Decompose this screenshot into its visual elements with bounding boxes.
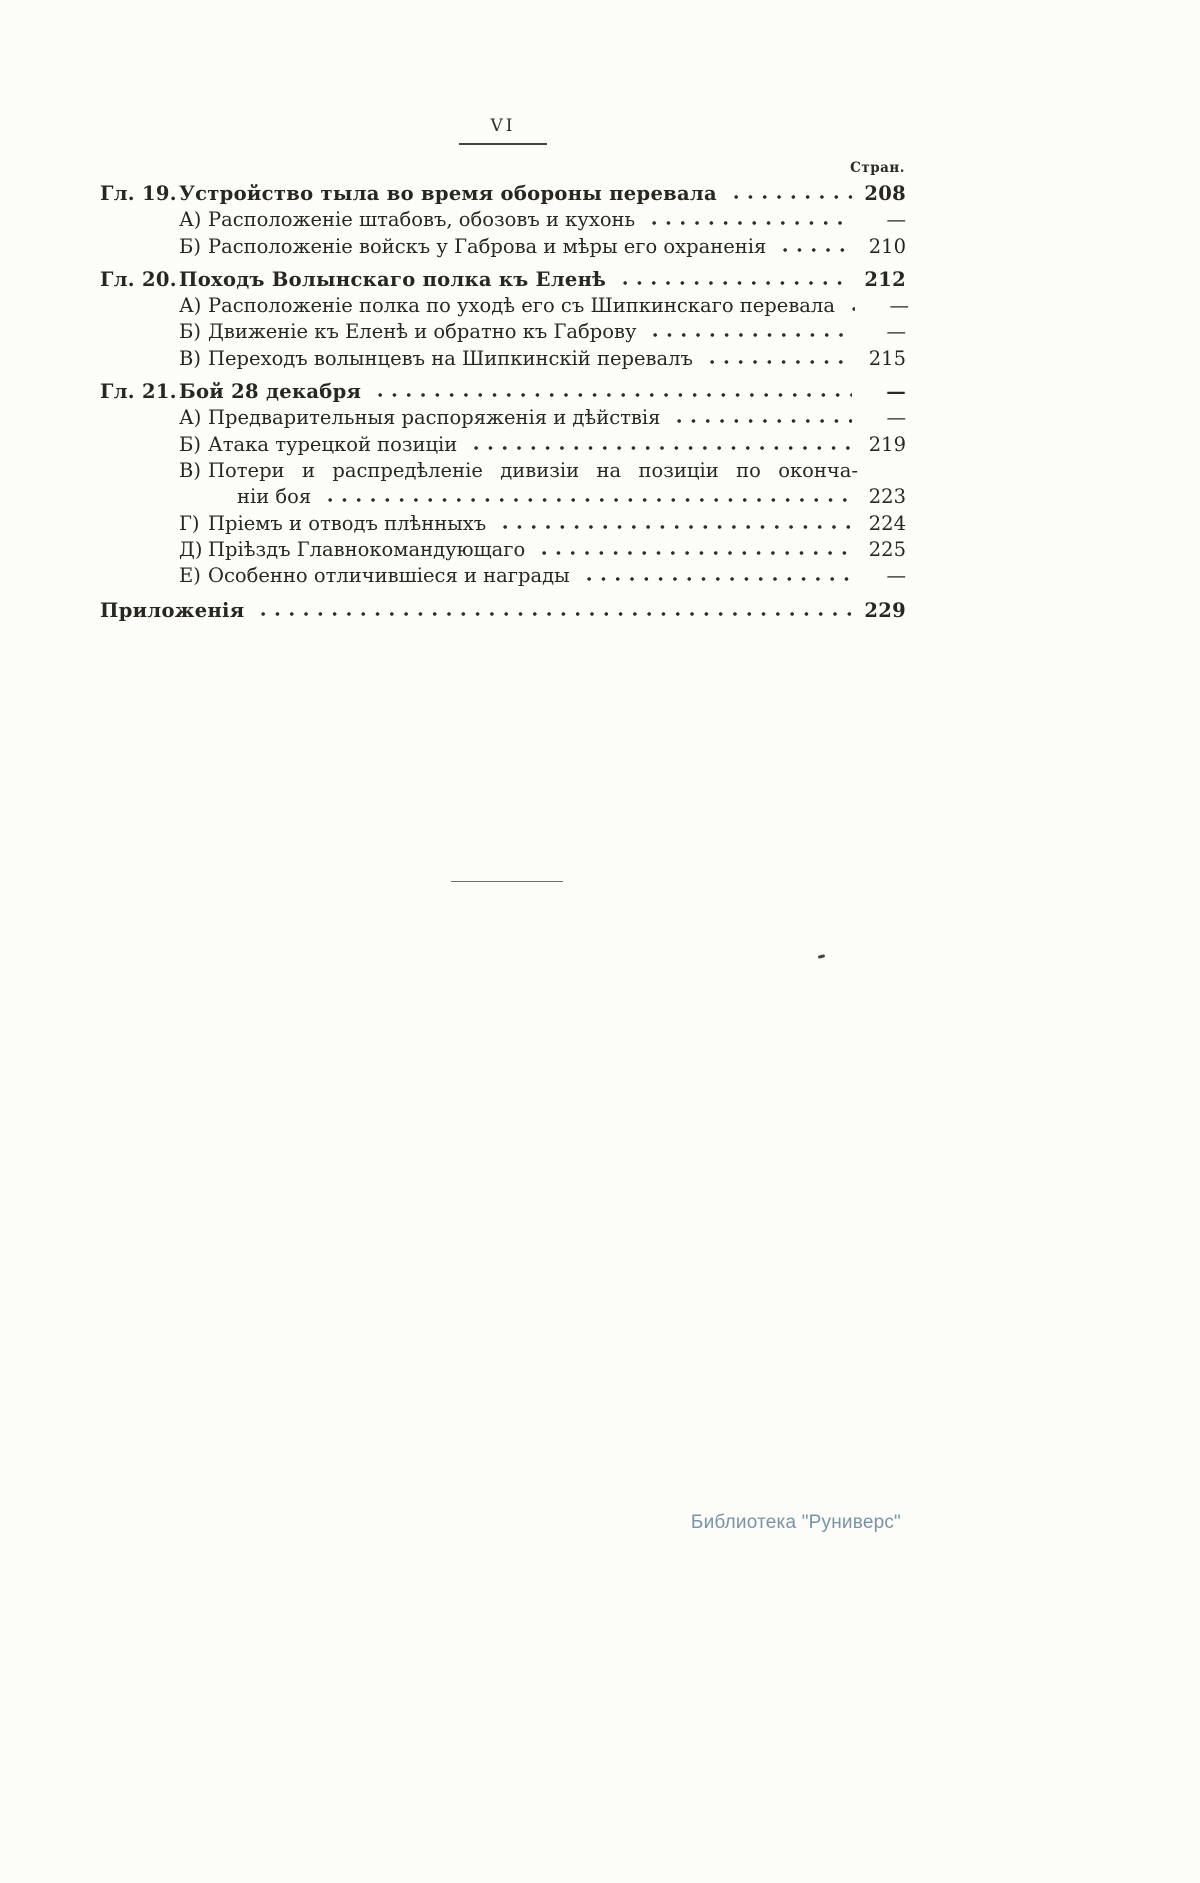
entry-page: 224 xyxy=(868,511,906,535)
entry-title: Переходъ волынцевъ на Шипкинскій перевалъ xyxy=(208,346,693,370)
dot-leader xyxy=(535,550,852,556)
entry-page: — xyxy=(886,208,906,232)
toc-entry-continuation xyxy=(100,484,906,510)
dot-leader xyxy=(580,576,852,582)
dot-leader xyxy=(371,392,852,398)
library-watermark: Библиотека "Руниверс" xyxy=(690,1512,901,1533)
page-folio: VI xyxy=(490,116,516,136)
entry-title: ніи боя xyxy=(237,485,312,509)
toc-entry xyxy=(100,234,906,260)
dot-leader xyxy=(467,445,852,451)
entry-page: — xyxy=(886,380,906,404)
scan-artifact xyxy=(818,954,826,959)
item-letter: А) xyxy=(179,208,202,232)
table-of-contents xyxy=(100,181,909,625)
entry-page: 219 xyxy=(868,432,906,456)
entry-title: Особенно отличившіеся и награды xyxy=(208,564,570,588)
entry-page: — xyxy=(889,294,909,318)
entry-title: Потери и распредѣленіе дивизіи на позиціи по оконча- xyxy=(208,458,858,482)
dot-leader xyxy=(703,359,852,365)
toc-entry xyxy=(100,458,906,484)
entry-title: Устройство тыла во время обороны перевала xyxy=(179,182,717,205)
dot-leader xyxy=(254,611,852,617)
chapter-number: Гл. 19. xyxy=(100,182,177,205)
toc-entry xyxy=(100,181,906,207)
entry-title: Расположеніе штабовъ, обозовъ и кухонь xyxy=(208,208,636,232)
entry-title: Пріѣздъ Главнокомандующаго xyxy=(208,537,526,561)
toc-entry xyxy=(100,537,906,563)
folio-rule xyxy=(459,143,547,145)
toc-entry xyxy=(100,293,909,319)
toc-entry xyxy=(100,319,906,345)
entry-title: Движеніе къ Еленѣ и обратно къ Габрову xyxy=(208,320,637,344)
page-column-header: Стран. xyxy=(850,160,905,176)
entry-page: 212 xyxy=(864,267,906,291)
entry-title: Атака турецкой позиціи xyxy=(208,432,458,456)
item-letter: В) xyxy=(179,346,201,370)
dot-leader xyxy=(645,220,852,226)
toc-entry xyxy=(100,405,906,431)
item-letter: Е) xyxy=(179,564,201,588)
entry-title: Расположеніе полка по уходѣ его съ Шипкинскаго перевала xyxy=(208,294,835,318)
section-divider xyxy=(451,881,563,882)
entry-title: Пріемъ и отводъ плѣнныхъ xyxy=(208,511,487,535)
dot-leader xyxy=(646,332,852,338)
item-letter: Б) xyxy=(179,234,201,258)
toc-entry xyxy=(100,379,906,405)
toc-entry xyxy=(100,563,906,589)
toc-entry xyxy=(100,207,906,233)
dot-leader xyxy=(845,306,855,312)
toc-entry xyxy=(100,511,906,537)
chapter-number: Гл. 21. xyxy=(100,380,177,404)
item-letter: Б) xyxy=(179,432,201,456)
toc-entry xyxy=(100,432,906,458)
entry-title: Походъ Волынскаго полка къ Еленѣ xyxy=(179,267,607,291)
toc-entry xyxy=(100,346,906,372)
toc-entry xyxy=(100,598,906,624)
toc-entry xyxy=(100,267,906,293)
chapter-number: Гл. 20. xyxy=(100,267,177,291)
entry-title: Расположеніе войскъ у Габрова и мѣры его охраненія xyxy=(208,234,767,258)
dot-leader xyxy=(727,194,852,200)
dot-leader xyxy=(616,280,852,286)
item-letter: А) xyxy=(179,294,202,318)
dot-leader xyxy=(776,247,852,253)
dot-leader xyxy=(670,418,852,424)
entry-page: — xyxy=(886,320,906,344)
entry-page: 223 xyxy=(868,485,906,509)
item-letter: Б) xyxy=(179,320,201,344)
text-block xyxy=(100,116,909,625)
entry-page: 215 xyxy=(868,346,906,370)
entry-page: 225 xyxy=(868,537,906,561)
item-letter: А) xyxy=(179,406,202,430)
item-letter: Г) xyxy=(179,511,200,535)
entry-page: — xyxy=(886,564,906,588)
item-letter: Д) xyxy=(179,537,203,561)
item-letter: В) xyxy=(179,458,201,482)
dot-leader xyxy=(321,497,852,503)
entry-title: Приложенія xyxy=(100,599,245,623)
entry-page: 208 xyxy=(864,182,906,205)
entry-page: — xyxy=(886,406,906,430)
dot-leader xyxy=(496,524,852,530)
entry-title: Бой 28 декабря xyxy=(179,380,362,404)
entry-page: 229 xyxy=(864,599,906,623)
entry-page: 210 xyxy=(868,234,906,258)
entry-title: Предварительныя распоряженія и дѣйствія xyxy=(208,406,661,430)
